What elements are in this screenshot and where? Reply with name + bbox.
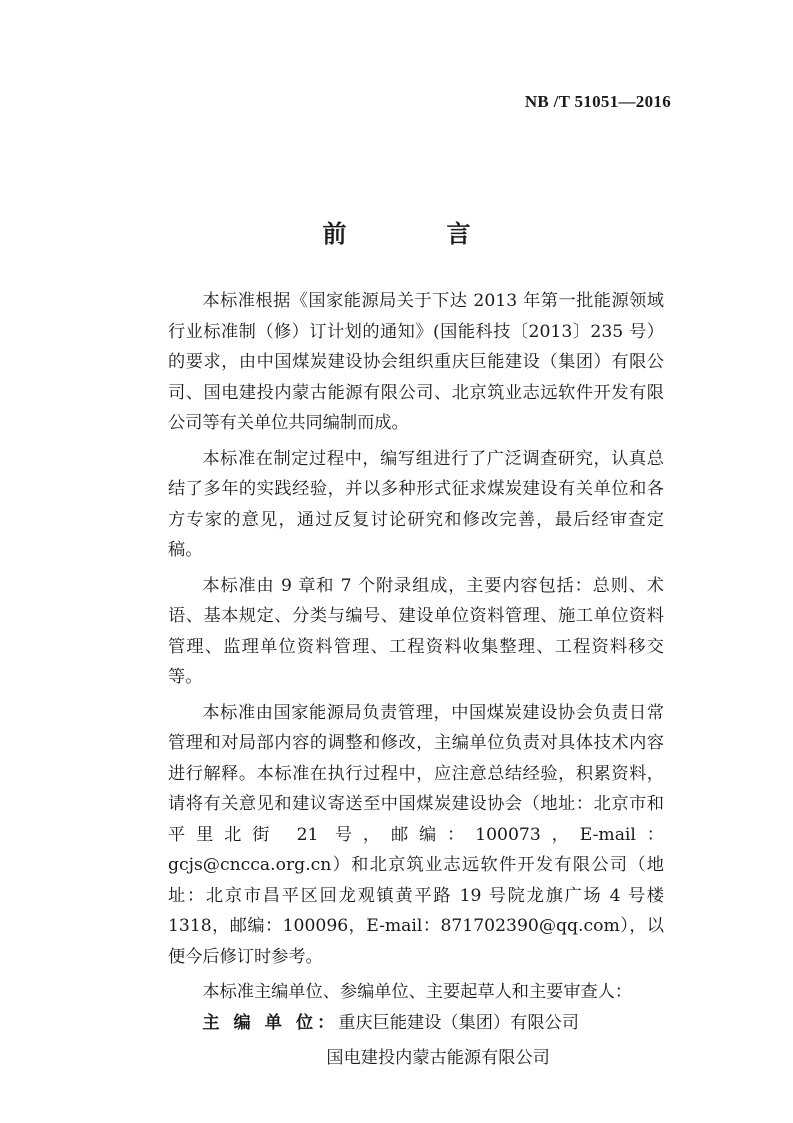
chief-editor-unit: 重庆巨能建设（集团）有限公司 — [338, 1012, 579, 1033]
chief-editor-label: 主 编 单 位： — [202, 1012, 339, 1033]
paragraph-management: 本标准由国家能源局负责管理，中国煤炭建设协会负责日常管理和对局部内容的调整和修改，主编单位负责对具体技术内容进行解释。本标准在执行过程中，应注意总结经验，积累资料，请将有关意见和建议寄送至中国煤炭建设协会（地址：北京市和平里北街 21 号，邮编：100073，E-mail：gcjs@cncca.org.cn）和北京筑业志远软件开发有限公司（地址：北京市昌平区回龙观镇黄平路 19 号院龙旗广场 4 号楼 1318，邮编：100096，E-mail：871702390@qq.com），以便今后修订时参考。 — [168, 702, 664, 967]
paragraph-basis: 本标准根据《国家能源局关于下达 2013 年第一批能源领域行业标准制（修）订计划的通知》(国能科技〔2013〕235 号）的要求，由中国煤炭建设协会组织重庆巨能建设（集团）有限公司、国电建投内蒙古能源有限公司、北京筑业志远软件开发有限公司等有关单位共同编制而成。 — [168, 291, 664, 433]
standard-number: NB /T 51051—2016 — [524, 92, 671, 111]
paragraph-units-intro: 本标准主编单位、参编单位、主要起草人和主要审查人： — [202, 982, 633, 1002]
chief-editor-line — [168, 1008, 664, 1039]
foreword-body — [168, 286, 664, 1079]
chief-editor-unit: 国电建投内蒙古能源有限公司 — [326, 1048, 550, 1068]
page-title: 前 言 — [322, 220, 509, 248]
paragraph-contents: 本标准由 9 章和 7 个附录组成，主要内容包括：总则、术语、基本规定、分类与编号、建设单位资料管理、施工单位资料管理、监理单位资料管理、工程资料收集整理、工程资料移交等。 — [168, 575, 664, 687]
paragraph-process: 本标准在制定过程中，编写组进行了广泛调查研究，认真总结了多年的实践经验，并以多种形式征求煤炭建设有关单位和各方专家的意见，通过反复讨论研究和修改完善，最后经审查定稿。 — [168, 448, 664, 560]
